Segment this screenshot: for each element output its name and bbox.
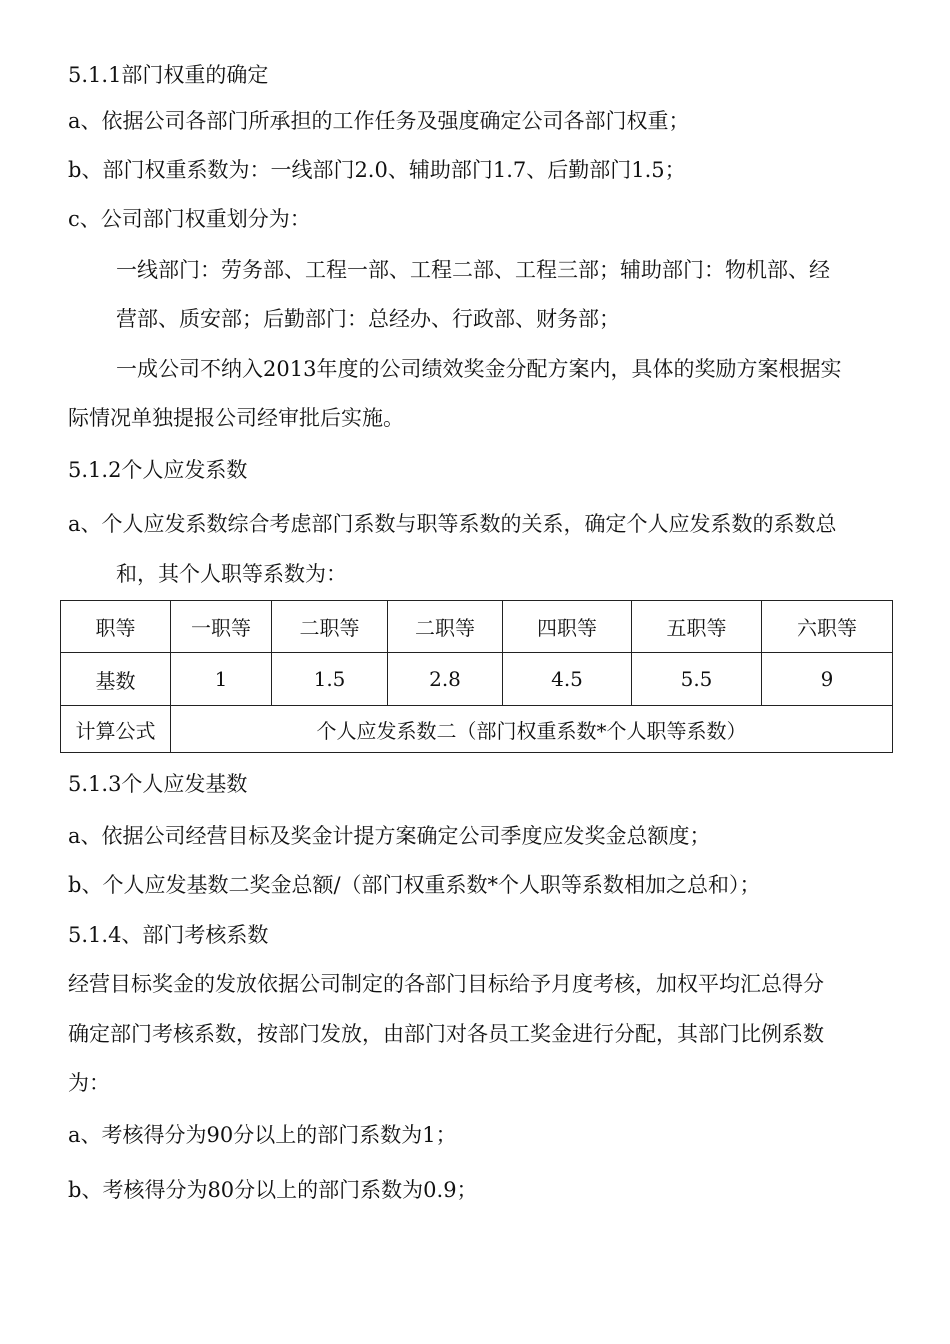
table-header-cell: 二职等 xyxy=(388,601,503,653)
sec514-item-b: b、考核得分为80分以上的部门系数为0.9； xyxy=(68,1178,478,1202)
sec513-item-a: a、依据公司经营目标及奖金计提方案确定公司季度应发奖金总额度； xyxy=(68,824,711,848)
sec514-paragraph-line1: 经营目标奖金的发放依据公司制定的各部门目标给予月度考核，加权平均汇总得分 xyxy=(68,972,824,996)
table-row xyxy=(61,706,893,753)
table-header-cell: 一职等 xyxy=(171,601,272,653)
section-5-1-2-heading: 5.1.2个人应发系数 xyxy=(68,458,248,482)
grade-coefficient-table xyxy=(60,600,893,753)
sec511-note-line1: 一成公司不纳入2013年度的公司绩效奖金分配方案内，具体的奖励方案根据实 xyxy=(116,357,842,381)
table-cell: 2.8 xyxy=(388,653,503,706)
table-header-cell: 五职等 xyxy=(632,601,762,653)
sec511-note-line2: 际情况单独提报公司经审批后实施。 xyxy=(68,406,404,430)
section-5-1-1-heading: 5.1.1部门权重的确定 xyxy=(68,63,269,87)
table-cell: 1 xyxy=(171,653,272,706)
table-header-row xyxy=(61,601,893,653)
table-header-cell: 六职等 xyxy=(762,601,893,653)
sec512-item-a-line1: a、个人应发系数综合考虑部门系数与职等系数的关系，确定个人应发系数的系数总 xyxy=(68,512,837,536)
sec513-item-b: b、个人应发基数二奖金总额/（部门权重系数*个人职等系数相加之总和）； xyxy=(68,873,761,897)
table-cell: 5.5 xyxy=(632,653,762,706)
sec511-item-a: a、依据公司各部门所承担的工作任务及强度确定公司各部门权重； xyxy=(68,109,690,133)
table-header-cell: 四职等 xyxy=(503,601,632,653)
table-row xyxy=(61,653,893,706)
table-header-cell: 职等 xyxy=(61,601,171,653)
sec514-paragraph-line2: 确定部门考核系数，按部门发放，由部门对各员工奖金进行分配，其部门比例系数 xyxy=(68,1022,824,1046)
sec511-item-b: b、部门权重系数为：一线部门2.0、辅助部门1.7、后勤部门1.5； xyxy=(68,158,686,182)
section-5-1-3-heading: 5.1.3个人应发基数 xyxy=(68,772,248,796)
table-cell: 1.5 xyxy=(272,653,388,706)
sec511-c-detail-line2: 营部、质安部；后勤部门：总经办、行政部、财务部； xyxy=(116,307,620,331)
formula-cell: 个人应发系数二（部门权重系数*个人职等系数） xyxy=(171,706,893,753)
sec514-item-a: a、考核得分为90分以上的部门系数为1； xyxy=(68,1123,457,1147)
sec511-item-c: c、公司部门权重划分为： xyxy=(68,207,311,231)
table-row-label: 计算公式 xyxy=(61,706,171,753)
sec512-item-a-line2: 和，其个人职等系数为： xyxy=(116,562,347,586)
table-cell: 9 xyxy=(762,653,893,706)
table-row-label: 基数 xyxy=(61,653,171,706)
sec511-c-detail-line1: 一线部门：劳务部、工程一部、工程二部、工程三部；辅助部门：物机部、经 xyxy=(116,258,830,282)
table-header-cell: 二职等 xyxy=(272,601,388,653)
table-cell: 4.5 xyxy=(503,653,632,706)
sec514-paragraph-line3: 为： xyxy=(68,1071,110,1095)
section-5-1-4-heading: 5.1.4、部门考核系数 xyxy=(68,923,269,947)
